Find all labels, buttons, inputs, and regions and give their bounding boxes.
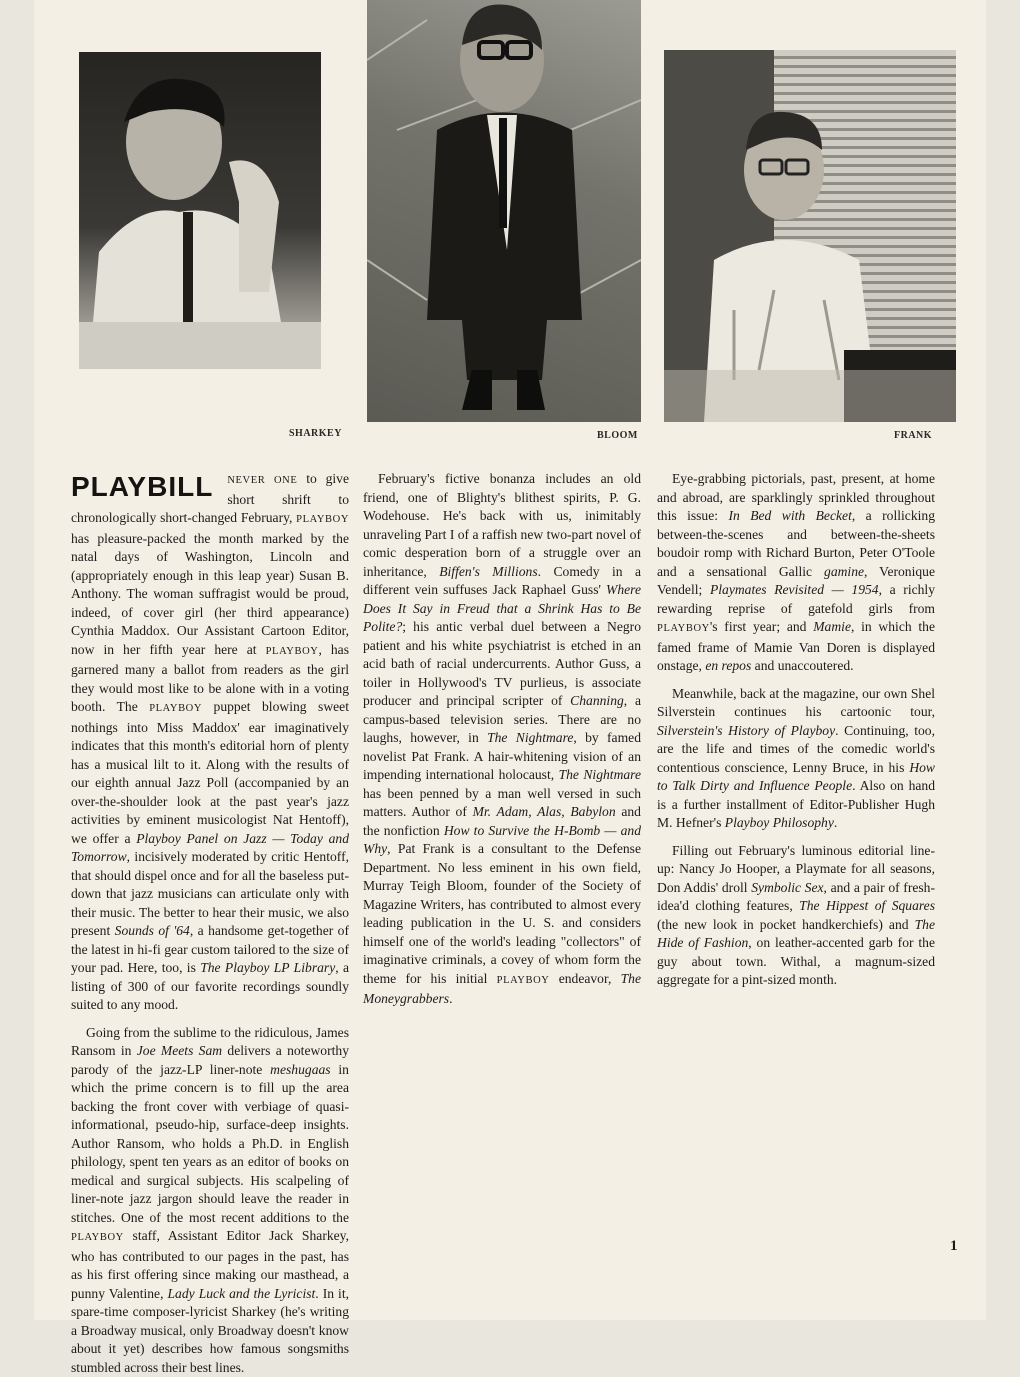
- bloom-caption: BLOOM: [597, 430, 638, 441]
- bloom-photo: [367, 0, 641, 422]
- playbill-paragraph-1: NEVER ONE to give short shrift to chronologically short-changed February, PLAYBOY has pleasure-packed the month marked by the natal days of Washington, Lincoln and (appropriately enough in this leap year) Susan B. Anthony. The woman suffragist would be proud, indeed, of cover girl (her third appearance) Cynthia Maddox. Our Assistant Cartoon Editor, now in her fifth year here at PLAYBOY, has garnered many a ballot from readers as the girl they would most like to be alone with in a voting booth. The PLAYBOY puppet blowing sweet nothings into Miss Maddox' ear imaginatively indicates that this month's editorial horn of plenty has a musical lilt to it. Along with the results of our eighth annual Jazz Poll (accompanied by an over-the-shoulder look at the past year's jazz activities by eminent musicologist Nat Hentoff), we offer a Playboy Panel on Jazz — Today and Tomorrow, incisively moderated by critic Hentoff, that should dispel once and for all the baseless put-down that jazz musicians can articulate only with their music. The better to hear their music, we also present Sounds of '64, a handsome get-together of the latest in hi-fi gear custom tailored to the size of your pad. Here, too, is The Playboy LP Library, a listing of 300 of our favorite recordings soundly suited to any mood.: [71, 470, 349, 1015]
- page-number: 1: [950, 1238, 958, 1255]
- playbill-paragraph-3: February's fictive bonanza includes an old friend, one of Blighty's blithest spirits, P. G. Wodehouse. He's back with us, inimitably unraveling Part I of a raffish new two-part novel of comic desperation born of a struggle over an inheritance, Biffen's Millions. Comedy in a different vein suffuses Jack Raphael Guss' Where Does It Say in Freud that a Shrink Has to Be Polite?; his antic verbal duel between a Negro patient and his white psychiatrist is etched in an acid bath of racial undercurrents. Author Guss, a toiler in Hollywood's TV purlieus, is associate producer and principal scripter of Channing, a campus-based television series. There are no laughs, however, in The Nightmare, by famed novelist Pat Frank. A hair-whitening vision of an impending international holocaust, The Nightmare has been penned by a man well versed in such matters. Author of Mr. Adam, Alas, Babylon and the nonfiction How to Survive the H-Bomb — and Why, Pat Frank is a consultant to the Defense Department. No less eminent in his own field, Murray Teigh Bloom, founder of the Society of Magazine Writers, has contributed to almost every leading publication in the U. S. and considers himself one of the world's leading "collectors" of imaginative criminals, a covey of whom form the theme for his initial PLAYBOY endeavor, The Moneygrabbers.: [363, 470, 641, 1009]
- sharkey-caption: SHARKEY: [289, 428, 342, 439]
- magazine-page: [34, 0, 986, 1320]
- frank-caption: FRANK: [894, 430, 932, 441]
- bloom-portrait: [367, 0, 641, 422]
- playbill-paragraph-2: Going from the sublime to the ridiculous, James Ransom in Joe Meets Sam delivers a noteworthy parody of the jazz-LP liner-note meshugaas in which the prime concern is to fill up the area backing the front cover with verbiage of quasi-informational, pseudo-hip, surface-deep insights. Author Ransom, who holds a Ph.D. in English philology, spent ten years as an editor of books on medical and surgical subjects. His scalpeling of liner-note jazz jargon should leave the reader in stitches. One of the most recent additions to the PLAYBOY staff, Assistant Editor Jack Sharkey, who has contributed to our pages in the past, has as his first offering since making our masthead, a punny Valentine, Lady Luck and the Lyricist. In it, spare-time composer-lyricist Sharkey (he's writing a Broadway musical, only Broadway doesn't know about it yet) describes how famous songsmiths stumbled across their best lines.: [71, 1024, 349, 1377]
- playbill-paragraph-5: Meanwhile, back at the magazine, our own Shel Silverstein continues his cartoonic tour, Silverstein's History of Playboy. Continuing, too, are the life and times of the comedic world's contentious conscience, Lenny Bruce, in his How to Talk Dirty and Influence People. Also on hand is a further installment of Editor-Publisher Hugh M. Hefner's Playboy Philosophy.: [657, 685, 935, 833]
- text-column-2: [363, 470, 641, 1009]
- playbill-paragraph-6: Filling out February's luminous editorial line-up: Nancy Jo Hooper, a Playmate for all seasons, Don Addis' droll Symbolic Sex, and a pair of fresh-idea'd clothing features, The Hippest of Squares (the new look in pocket handkerchiefs) and The Hide of Fashion, on leather-accented garb for the guy about town. Withal, a magnum-sized aggregate for a pint-sized month.: [657, 842, 935, 990]
- playbill-heading: PLAYBILL: [71, 472, 213, 502]
- sharkey-portrait: [79, 52, 321, 369]
- text-column-1: [71, 470, 349, 1377]
- frank-portrait: [664, 50, 956, 422]
- playbill-paragraph-4: Eye-grabbing pictorials, past, present, at home and abroad, are sparklingly sprinkled throughout this issue: In Bed with Becket, a rollicking between-the-scenes and between-the-sheets boudoir romp with Richard Burton, Peter O'Toole and a sensational Gallic gamine, Veronique Vendell; Playmates Revisited — 1954, a richly rewarding reprise of gatefold girls from PLAYBOY's first year; and Mamie, in which the famed frame of Mamie Van Doren is displayed onstage, en repos and unaccoutered.: [657, 470, 935, 676]
- frank-photo: [664, 50, 956, 422]
- text-column-3: [657, 470, 935, 990]
- sharkey-photo: [79, 52, 321, 369]
